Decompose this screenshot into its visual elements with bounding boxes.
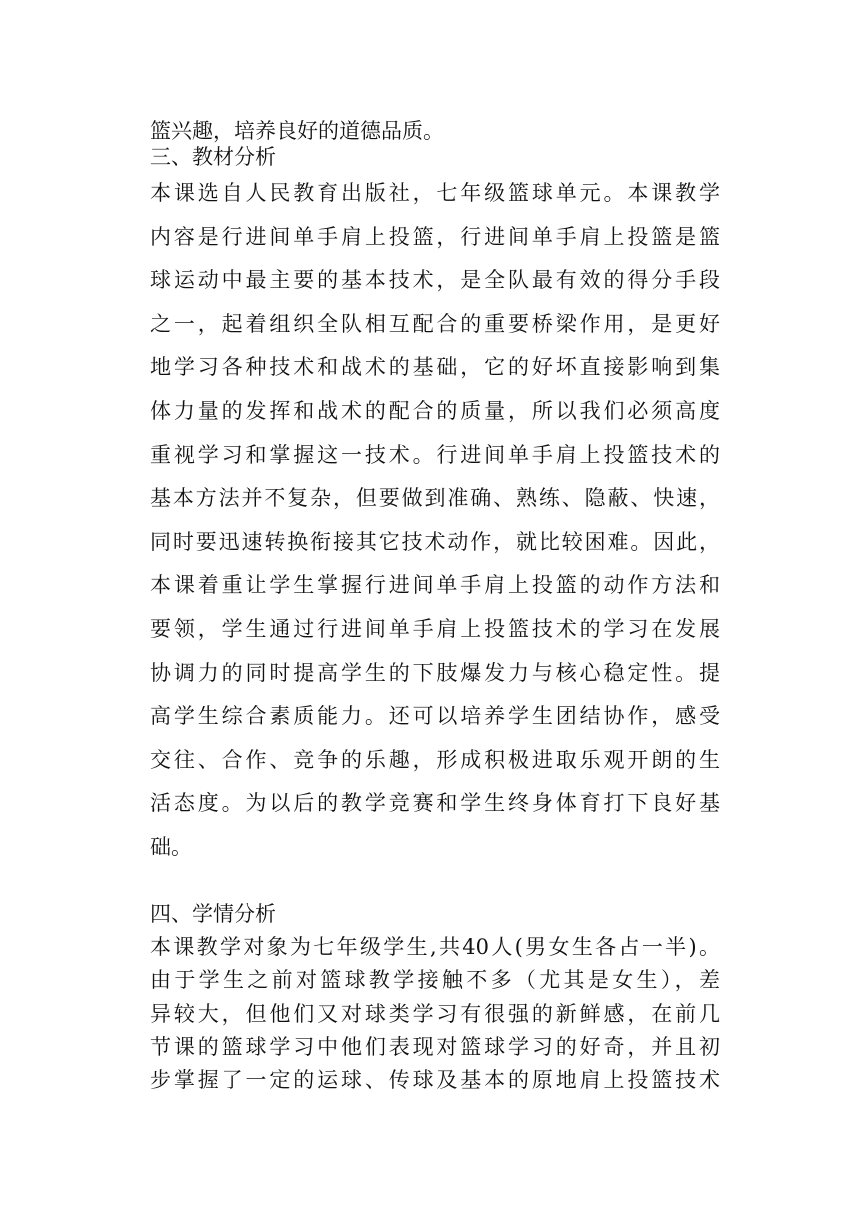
paragraph-line: 高学生综合素质能力。还可以培养学生团结协作，感受 <box>150 704 720 729</box>
section-heading-textbook-analysis: 三、教材分析 <box>150 145 276 169</box>
section-student-analysis <box>150 898 720 1097</box>
text-line: 篮兴趣，培养良好的道德品质。 <box>150 119 444 143</box>
paragraph-line: 本课选自人民教育出版社，七年级篮球单元。本课教学 <box>150 181 720 205</box>
paragraph-line: 础。 <box>150 834 192 859</box>
paragraph-line: 节课的篮球学习中他们表现对篮球学习的好奇，并且初 <box>150 1034 720 1059</box>
paragraph-line: 协调力的同时提高学生的下肢爆发力与核心稳定性。提 <box>150 660 720 685</box>
top-block <box>150 118 720 170</box>
paragraph-line: 体力量的发挥和战术的配合的质量，所以我们必须高度 <box>150 398 720 423</box>
paragraph-line: 本课着重让学生掌握行进间单手肩上投篮的动作方法和 <box>150 573 720 598</box>
paragraph-line: 异较大，但他们又对球类学习有很强的新鲜感，在前几 <box>150 1001 720 1026</box>
paragraph-line: 同时要迅速转换衔接其它技术动作，就比较困难。因此， <box>150 529 720 554</box>
paragraph-line: 交往、合作、竞争的乐趣，形成积极进取乐观开朗的生 <box>150 747 720 772</box>
section-heading-student-analysis: 四、学情分析 <box>150 902 276 926</box>
paragraph-line: 之一，起着组织全队相互配合的重要桥梁作用，是更好 <box>150 311 720 336</box>
paragraph-line: 本课教学对象为七年级学生,共40人(男女生各占一半)。 <box>150 935 720 960</box>
paragraph-line: 基本方法并不复杂，但要做到准确、熟练、隐蔽、快速， <box>150 486 720 511</box>
paragraph-line: 地学习各种技术和战术的基础，它的好坏直接影响到集 <box>150 355 720 380</box>
paragraph-line: 内容是行进间单手肩上投篮，行进间单手肩上投篮是篮 <box>150 224 720 249</box>
section-textbook-analysis-body <box>150 172 720 870</box>
paragraph-line: 重视学习和掌握这一技术。行进间单手肩上投篮技术的 <box>150 442 720 467</box>
paragraph-line: 由于学生之前对篮球教学接触不多（尤其是女生），差 <box>150 968 720 993</box>
paragraph-line: 要领，学生通过行进间单手肩上投篮技术的学习在发展 <box>150 616 720 641</box>
paragraph-line: 球运动中最主要的基本技术，是全队最有效的得分手段 <box>150 268 720 293</box>
paragraph-line: 步掌握了一定的运球、传球及基本的原地肩上投篮技术 <box>150 1067 720 1092</box>
paragraph-line: 活态度。为以后的教学竞赛和学生终身体育打下良好基 <box>150 791 720 816</box>
